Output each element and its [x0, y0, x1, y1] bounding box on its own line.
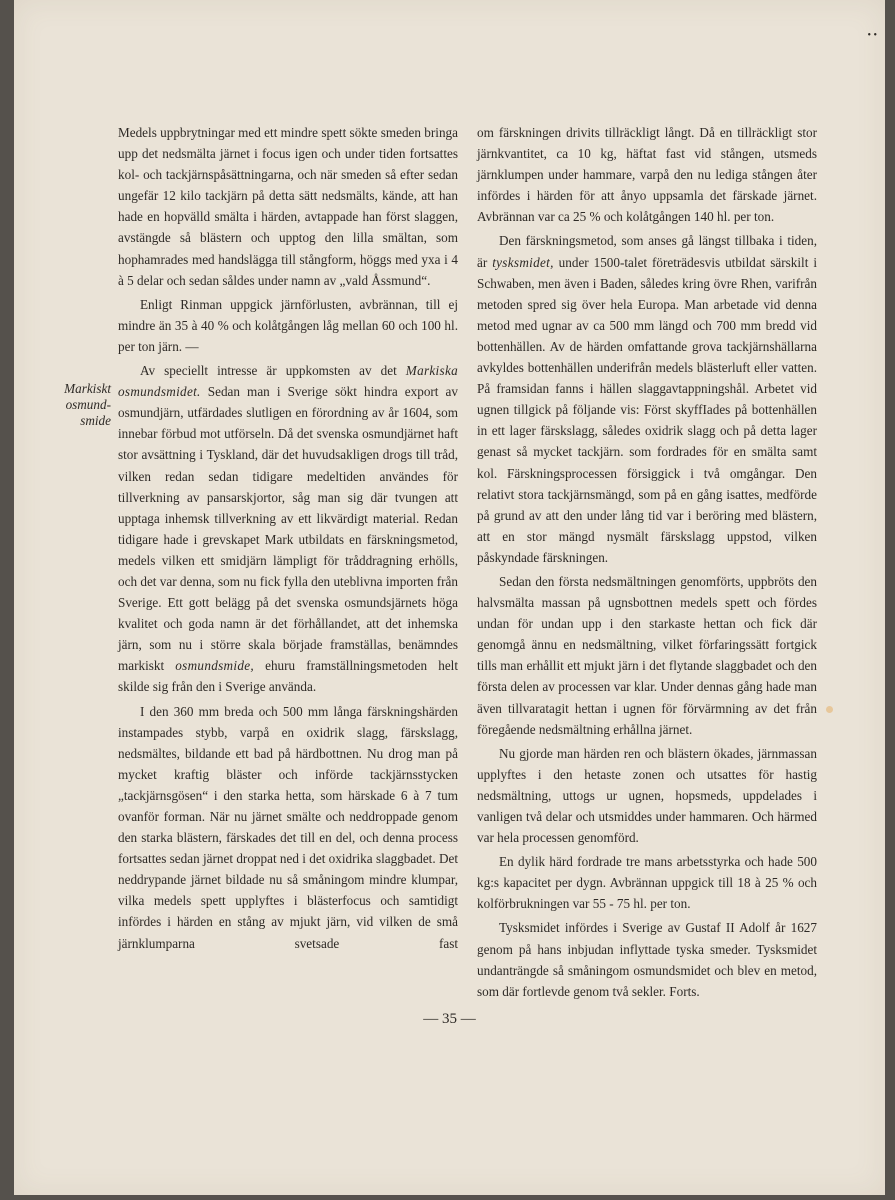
emphasis: osmundsmide, [175, 658, 254, 674]
paragraph: Tysksmidet infördes i Sverige av Gustaf II Adolf år 1627 genom på hans inbjudan inflyttade tyska smeder. Tysksmidet undanträngde så småningom osmundsmidet och blev en metod, som där fortlevde genom två sekler. Forts. [477, 920, 817, 999]
paragraph: Nu gjorde man härden ren och blästern ökades, järnmassan upplyftes i den hetaste zonen och utsattes för hastig nedsmältning, uttogs ur ugnen, hopsmeds, uppdelades i vanligen två delar och utsmiddes under hammaren. Och härmed var hela processen genomförd. [477, 745, 817, 846]
edge-mark: • • [867, 30, 877, 41]
paragraph: En dylik härd fordrade tre mans arbetsstyrka och hade 500 kg:s kapacitet per dygn. Avbrännan uppgick till 18 à 25 % och kolförbrukningen var 55 - 75 hl. per ton. [477, 854, 817, 912]
paragraph: Sedan den första nedsmältningen genomförts, uppbröts den halvsmälta massan på ugnsbottnen medels spett och fördes undan för undan upp i den starkaste hettan och fick där genomgå ännu en nedsmältning, vilket förfaringssätt fortgick tills man erhållit ett mjukt järn i det flytande slaggbadet och den första delen av processen var klar. Under dennas gång hade man även tillvaratagit hettan i ugnen för förvärmning av det från föregående nedsmältning erhållna järnet. [477, 573, 817, 737]
paragraph: Medels uppbrytningar med ett mindre spett sökte smeden bringa upp det nedsmälta järnet i focus igen och under tiden fortsattes kol- och tackjärnspåsättningarna, och när smeden så efter sedan ungefär 12 kilo tackjärn på detta sätt nedsmälts, kände, att han hade en hopvälld smälta i härden, avtappade han först slaggen, avstängde så blästern och upptog den lilla smältan, som hophamrades med handslägga till stångform, höggs med yxa i 4 à 5 delar och sedan såldes under namn av „vald Åssmund“. [118, 125, 458, 288]
paragraph: I den 360 mm breda och 500 mm långa färskningshärden instampades stybb, varpå en oxidrik slagg, färskslagg, nedsmältes, bildande ett bad på härdbottnen. Nu drog man på mycket kraftig bläster och införde tackjärnsstycken „tackjärnsgösen“ i den starka hetta, som härskade 6 à 7 tum ovanför forman. När nu järnet smälte och neddroppade genom den starka blästern, färskades det till en del, och denna process fortsattes sedan järnet droppat ned i det oxidrika slaggbadet. Det neddrypande järnet bildade nu så småningom mindre klumpar, vilka medels spett upplyftes i blästerfocus och samtidigt infördes i härden en stång av mjukt järn, vid vilken de små järnklumparna svetsade fast [118, 703, 458, 951]
emphasis: tysksmidet, [492, 254, 554, 270]
page [14, 0, 885, 1195]
emphasis: Markiska osmundsmidet. [118, 363, 458, 400]
paragraph-tysksmidet: Den färskningsmetod, som anses gå längst tillbaka i tiden, är tysksmidet, under 1500-talet företrädesvis utbildat särskilt i Schwaben, men även i Baden, således kring övre Rhen, varifrån metoden spred sig över hela Europa. Man arbetade vid denna metod med ugnar av ca 500 mm längd och 700 mm bredd vid bottenhällen. Av de härden omfattande grova tackjärnshällarna avkyldes bottenhällen underifrån medels blästerluft eller vatten. På framsidan fanns i hällen slaggavtappningshål. Arbetet vid ugnen tillgick på följande vis: Först skyffIades på bottenhällen in ett lager färskslagg, således oxidrik slagg och på detta lager genast så mycket tackjärn. som fordrades för en smälta samt kol. Färskningsprocessen försiggick i två omgångar. Den relativt stora tackjärnsmängd, som på en gång isattes, medförde på grund av att den under lång tid var i beröring med blästern, att en stor mängd nysmält färskslagg uppstod, vilken påskyndade färskningen. [477, 233, 817, 565]
marginal-note: Markiskt osmund-smide [64, 381, 111, 428]
paragraph-markiska: Av speciellt intresse är uppkomsten av det Markiska osmundsmidet. Sedan man i Sverige sökt hindra export av osmundjärn, utfärdades slutligen en förordning av år 1604, som innebar förbud mot utförseln. Då det svenska osmundjärnet haft stor avsättning i Tyskland, där det huvudsakligen drogs till tråd, vilken redan sedan tidigare medeltiden användes för tillverkning av pansarskjortor, såg man sig där tvungen att upptaga inhemsk tillverkning av ett likvärdigt material. Redan tidigare hade i grevskapet Mark utbildats en färskningsmetod, medels vilken ett smidjärn lämpligt för tråddragning erhölls, och det var denna, som nu fick fylla den uteblivna importen från Sverige. Ett gott belägg på det svenska osmundsjärnets höga kvalitet och goda namn är det förhållandet, att det inhemska järn, som nu i större skala började framställas, benämndes markiskt osmundsmide, ehuru framställningsmetoden helt skilde sig från den i Sverige använda. [118, 363, 458, 695]
paragraph: om färskningen drivits tillräckligt långt. Då en tillräckligt stor järnkvantitet, ca 10 kg, häftat fast vid stången, utsmeds järnklumpen under hammare, varpå den nu lediga stången åter infördes i härden för att ånyo uppsamla det färskade järnet. Avbrännan var ca 25 % och kolåtgången 140 hl. per ton. [477, 125, 817, 225]
left-column [118, 122, 458, 954]
paragraph: Enligt Rinman uppgick järnförlusten, avbrännan, till ej mindre än 35 à 40 % och kolåtgången låg mellan 60 och 100 hl. per ton järn. — [118, 296, 458, 354]
paper-stain [826, 706, 833, 713]
page-number: — 35 — [423, 1011, 476, 1027]
right-column [477, 122, 817, 1002]
